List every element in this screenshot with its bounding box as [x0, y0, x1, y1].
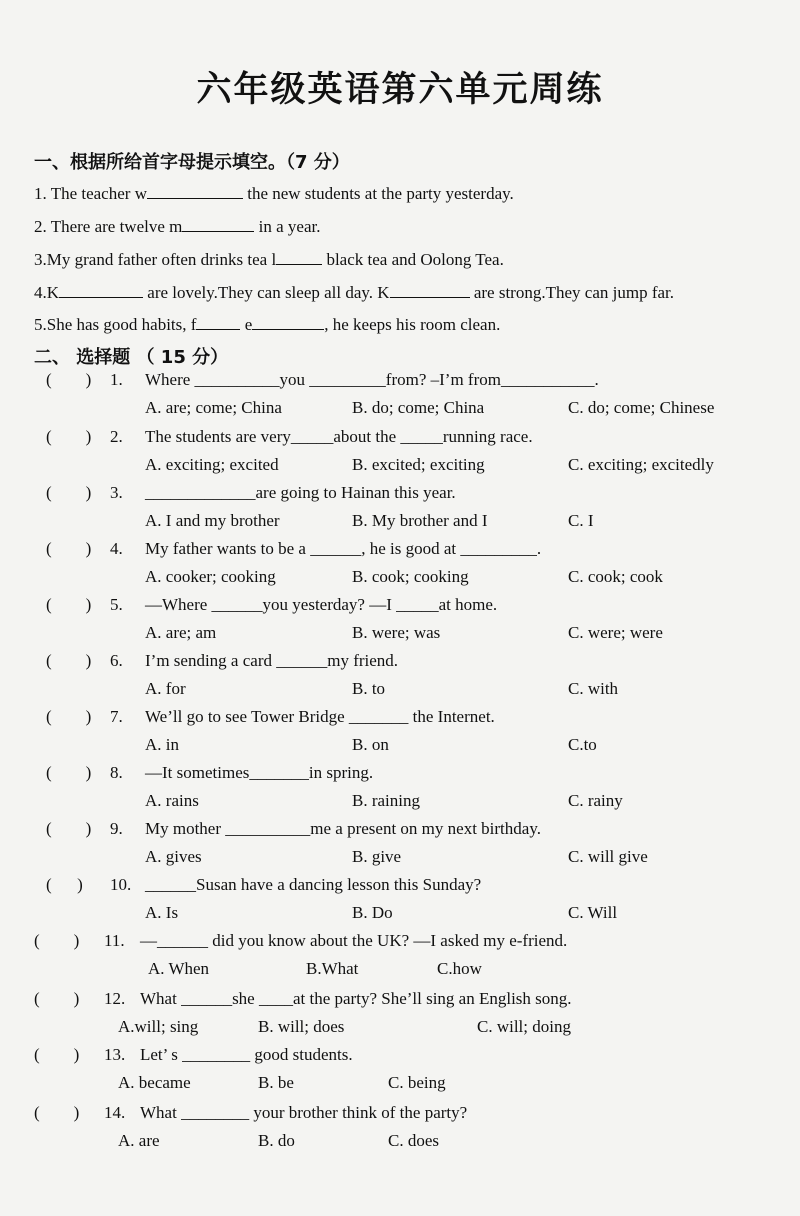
question-number: 10. — [110, 875, 132, 894]
fill-text: in a year. — [254, 217, 321, 236]
question-stem: —______ did you know about the UK? —I asked my e-friend. — [140, 931, 568, 950]
option-a[interactable]: A. are — [118, 1131, 160, 1150]
answer-bracket[interactable]: ( ) — [46, 707, 92, 726]
option-b[interactable]: B. do — [258, 1131, 295, 1150]
answer-blank[interactable] — [182, 214, 254, 232]
fill-in-item — [34, 312, 500, 335]
fill-text: e — [240, 315, 253, 334]
option-c[interactable]: C. will give — [568, 847, 648, 866]
question-number: 13. — [104, 1045, 126, 1064]
option-b[interactable]: B. will; does — [258, 1017, 345, 1036]
answer-blank[interactable] — [252, 312, 324, 330]
option-b[interactable]: B. cook; cooking — [352, 567, 469, 586]
option-c[interactable]: C.how — [437, 959, 482, 978]
answer-bracket[interactable]: ( ) — [46, 483, 92, 502]
option-a[interactable]: A.will; sing — [118, 1017, 199, 1036]
answer-bracket[interactable]: ( ) — [34, 1103, 80, 1122]
section2-heading: 二、 选择题 （ 15 分） — [34, 347, 229, 368]
answer-bracket[interactable]: ( ) — [34, 1045, 80, 1064]
fill-text: 1. The teacher w — [34, 184, 147, 203]
question-stem: Let’ s ________ good students. — [140, 1045, 353, 1064]
answer-bracket[interactable]: ( ) — [46, 539, 92, 558]
fill-in-item — [34, 280, 674, 303]
question-stem: ______Susan have a dancing lesson this Sunday? — [145, 875, 482, 894]
question-stem: The students are very_____about the _____running race. — [145, 427, 533, 446]
option-b[interactable]: B. Do — [352, 903, 393, 922]
question-number: 1. — [110, 370, 123, 389]
fill-text: 5.She has good habits, f — [34, 315, 197, 334]
fill-text: the new students at the party yesterday. — [242, 184, 514, 203]
question-stem: What ________ your brother think of the party? — [140, 1103, 468, 1122]
section1-heading: 一、根据所给首字母提示填空。（7 分） — [34, 152, 350, 173]
question-number: 3. — [110, 483, 123, 502]
option-c[interactable]: C. cook; cook — [568, 567, 663, 586]
question-number: 9. — [110, 819, 123, 838]
option-b[interactable]: B. on — [352, 735, 389, 754]
fill-text: 2. There are twelve m — [34, 217, 183, 236]
fill-text: 3.My grand father often drinks tea l — [34, 250, 277, 269]
fill-in-item — [34, 181, 514, 204]
question-number: 2. — [110, 427, 123, 446]
question-number: 14. — [104, 1103, 126, 1122]
answer-bracket[interactable]: ( ) — [46, 763, 92, 782]
option-c[interactable]: C. do; come; Chinese — [568, 398, 715, 417]
option-c[interactable]: C. rainy — [568, 791, 623, 810]
option-b[interactable]: B. do; come; China — [352, 398, 485, 417]
answer-blank[interactable] — [59, 280, 143, 298]
fill-in-item — [34, 247, 504, 270]
option-c[interactable]: C. were; were — [568, 623, 663, 642]
question-number: 11. — [104, 931, 125, 950]
option-a[interactable]: A. are; am — [145, 623, 217, 642]
option-a[interactable]: A. When — [148, 959, 210, 978]
answer-bracket[interactable]: ( ) — [34, 931, 80, 950]
answer-blank[interactable] — [196, 312, 240, 330]
option-a[interactable]: A. for — [145, 679, 186, 698]
question-number: 7. — [110, 707, 123, 726]
fill-text: , he keeps his room clean. — [324, 315, 501, 334]
question-stem: My mother __________me a present on my next birthday. — [145, 819, 541, 838]
option-a[interactable]: A. rains — [145, 791, 199, 810]
answer-blank[interactable] — [390, 280, 470, 298]
answer-bracket[interactable]: ( ) — [46, 595, 92, 614]
option-a[interactable]: A. are; come; China — [145, 398, 282, 417]
option-b[interactable]: B. to — [352, 679, 386, 698]
question-number: 4. — [110, 539, 123, 558]
fill-text: 4.K — [34, 283, 60, 302]
question-number: 5. — [110, 595, 123, 614]
answer-bracket[interactable]: ( ) — [34, 989, 80, 1008]
answer-bracket[interactable]: ( ) — [46, 651, 92, 670]
question-number: 8. — [110, 763, 123, 782]
option-c[interactable]: C. exciting; excitedly — [568, 455, 714, 474]
question-stem: We’ll go to see Tower Bridge _______ the Internet. — [145, 707, 495, 726]
fill-text: black tea and Oolong Tea. — [322, 250, 504, 269]
question-stem: My father wants to be a ______, he is good at _________. — [145, 539, 542, 558]
question-stem: —It sometimes_______in spring. — [145, 763, 374, 782]
option-b[interactable]: B. raining — [352, 791, 420, 810]
option-b[interactable]: B. excited; exciting — [352, 455, 485, 474]
option-c[interactable]: C. Will — [568, 903, 618, 922]
answer-bracket[interactable]: ( ) — [46, 875, 83, 894]
answer-blank[interactable] — [147, 181, 243, 199]
option-c[interactable]: C. I — [568, 511, 594, 530]
option-c[interactable]: C. will; doing — [477, 1017, 571, 1036]
option-b[interactable]: B. give — [352, 847, 402, 866]
option-b[interactable]: B. My brother and I — [352, 511, 488, 530]
answer-bracket[interactable]: ( ) — [46, 819, 92, 838]
option-a[interactable]: A. exciting; excited — [145, 455, 279, 474]
option-c[interactable]: C. does — [388, 1131, 439, 1150]
option-a[interactable]: A. in — [145, 735, 179, 754]
option-a[interactable]: A. became — [118, 1073, 191, 1092]
answer-blank[interactable] — [276, 247, 322, 265]
question-number: 6. — [110, 651, 123, 670]
option-a[interactable]: A. cooker; cooking — [145, 567, 276, 586]
option-c[interactable]: C. being — [388, 1073, 446, 1092]
question-number: 12. — [104, 989, 126, 1008]
option-a[interactable]: A. gives — [145, 847, 202, 866]
option-b[interactable]: B.What — [306, 959, 359, 978]
fill-in-item — [34, 214, 320, 237]
answer-bracket[interactable]: ( ) — [46, 370, 92, 389]
option-b[interactable]: B. were; was — [352, 623, 441, 642]
fill-text: are lovely.They can sleep all day. K — [143, 283, 390, 302]
question-stem: Where __________you _________from? –I’m from___________. — [145, 370, 599, 389]
option-a[interactable]: A. Is — [145, 903, 179, 922]
answer-bracket[interactable]: ( ) — [46, 427, 92, 446]
question-stem: —Where ______you yesterday? —I _____at home. — [145, 595, 498, 614]
option-c[interactable]: C.to — [568, 735, 597, 754]
page-title: 六年级英语第六单元周练 — [196, 70, 604, 110]
option-a[interactable]: A. I and my brother — [145, 511, 280, 530]
question-stem: _____________are going to Hainan this year. — [145, 483, 456, 502]
question-stem: What ______she ____at the party? She’ll sing an English song. — [140, 989, 572, 1008]
fill-text: are strong.They can jump far. — [469, 283, 674, 302]
option-b[interactable]: B. be — [258, 1073, 294, 1092]
option-c[interactable]: C. with — [568, 679, 619, 698]
question-stem: I’m sending a card ______my friend. — [145, 651, 399, 670]
